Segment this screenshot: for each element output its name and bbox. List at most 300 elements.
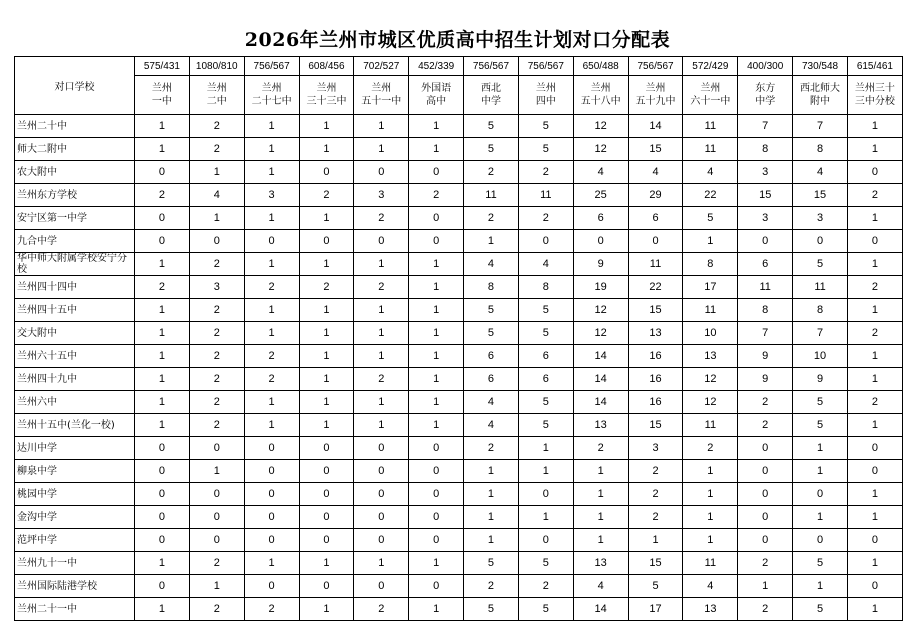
quota-cell: 0 bbox=[299, 529, 354, 552]
quota-cell: 1 bbox=[354, 299, 409, 322]
quota-cell: 0 bbox=[409, 161, 464, 184]
quota-cell: 2 bbox=[573, 437, 628, 460]
quota-cell: 1 bbox=[299, 368, 354, 391]
quota-cell: 2 bbox=[464, 207, 519, 230]
quota-cell: 17 bbox=[628, 598, 683, 621]
quota-cell: 2 bbox=[847, 322, 902, 345]
row-school-name: 师大二附中 bbox=[15, 138, 135, 161]
quota-cell: 11 bbox=[683, 138, 738, 161]
quota-cell: 2 bbox=[244, 276, 299, 299]
quota-cell: 2 bbox=[244, 345, 299, 368]
score-header-row bbox=[15, 57, 903, 76]
quota-cell: 1 bbox=[409, 391, 464, 414]
quota-cell: 1 bbox=[189, 575, 244, 598]
quota-cell: 15 bbox=[738, 184, 793, 207]
quota-cell: 0 bbox=[135, 529, 190, 552]
quota-cell: 1 bbox=[847, 253, 902, 276]
quota-cell: 9 bbox=[573, 253, 628, 276]
table-row bbox=[15, 391, 903, 414]
row-school-name: 兰州九十一中 bbox=[15, 552, 135, 575]
column-school-header: 兰州 五十九中 bbox=[628, 76, 683, 115]
quota-cell: 3 bbox=[793, 207, 848, 230]
quota-cell: 2 bbox=[518, 161, 573, 184]
quota-cell: 0 bbox=[847, 460, 902, 483]
quota-cell: 14 bbox=[573, 391, 628, 414]
quota-cell: 1 bbox=[354, 253, 409, 276]
column-school-header: 兰州 二十七中 bbox=[244, 76, 299, 115]
quota-cell: 12 bbox=[683, 368, 738, 391]
quota-cell: 1 bbox=[244, 138, 299, 161]
quota-cell: 1 bbox=[464, 230, 519, 253]
table-row bbox=[15, 345, 903, 368]
table-row bbox=[15, 575, 903, 598]
quota-cell: 2 bbox=[189, 345, 244, 368]
column-school-header: 兰州 五十一中 bbox=[354, 76, 409, 115]
quota-cell: 0 bbox=[847, 575, 902, 598]
quota-cell: 5 bbox=[518, 322, 573, 345]
quota-cell: 1 bbox=[573, 483, 628, 506]
quota-cell: 2 bbox=[847, 184, 902, 207]
column-score-header: 452/339 bbox=[409, 57, 464, 76]
quota-cell: 4 bbox=[464, 253, 519, 276]
table-row bbox=[15, 460, 903, 483]
quota-cell: 1 bbox=[793, 460, 848, 483]
quota-cell: 1 bbox=[464, 529, 519, 552]
quota-cell: 1 bbox=[683, 460, 738, 483]
quota-cell: 1 bbox=[409, 322, 464, 345]
quota-cell: 1 bbox=[189, 460, 244, 483]
row-school-name: 兰州四十五中 bbox=[15, 299, 135, 322]
quota-cell: 15 bbox=[793, 184, 848, 207]
quota-cell: 1 bbox=[464, 483, 519, 506]
quota-cell: 0 bbox=[847, 529, 902, 552]
quota-cell: 0 bbox=[354, 161, 409, 184]
row-school-name: 兰州二十中 bbox=[15, 115, 135, 138]
quota-cell: 4 bbox=[628, 161, 683, 184]
table-row bbox=[15, 184, 903, 207]
quota-cell: 0 bbox=[189, 230, 244, 253]
quota-cell: 0 bbox=[409, 207, 464, 230]
quota-cell: 2 bbox=[189, 253, 244, 276]
quota-cell: 2 bbox=[354, 368, 409, 391]
quota-cell: 22 bbox=[683, 184, 738, 207]
quota-cell: 1 bbox=[683, 529, 738, 552]
quota-cell: 1 bbox=[409, 115, 464, 138]
quota-cell: 5 bbox=[518, 391, 573, 414]
quota-cell: 2 bbox=[189, 552, 244, 575]
column-score-header: 615/461 bbox=[847, 57, 902, 76]
quota-cell: 2 bbox=[189, 368, 244, 391]
quota-cell: 16 bbox=[628, 391, 683, 414]
quota-cell: 3 bbox=[189, 276, 244, 299]
quota-cell: 0 bbox=[409, 230, 464, 253]
quota-cell: 11 bbox=[628, 253, 683, 276]
quota-cell: 2 bbox=[464, 575, 519, 598]
quota-cell: 2 bbox=[299, 184, 354, 207]
quota-cell: 2 bbox=[738, 391, 793, 414]
quota-cell: 0 bbox=[189, 483, 244, 506]
quota-cell: 11 bbox=[518, 184, 573, 207]
row-school-name: 兰州六中 bbox=[15, 391, 135, 414]
quota-cell: 5 bbox=[464, 115, 519, 138]
column-school-header: 西北 中学 bbox=[464, 76, 519, 115]
quota-cell: 1 bbox=[738, 575, 793, 598]
quota-cell: 2 bbox=[189, 414, 244, 437]
quota-cell: 11 bbox=[683, 552, 738, 575]
quota-cell: 8 bbox=[683, 253, 738, 276]
quota-cell: 11 bbox=[738, 276, 793, 299]
row-school-name: 兰州六十五中 bbox=[15, 345, 135, 368]
quota-cell: 1 bbox=[244, 299, 299, 322]
quota-cell: 1 bbox=[244, 253, 299, 276]
quota-cell: 11 bbox=[464, 184, 519, 207]
quota-cell: 1 bbox=[409, 598, 464, 621]
quota-cell: 0 bbox=[135, 506, 190, 529]
quota-cell: 1 bbox=[793, 437, 848, 460]
quota-cell: 0 bbox=[244, 437, 299, 460]
quota-cell: 4 bbox=[518, 253, 573, 276]
row-school-name: 兰州十五中(兰化一校) bbox=[15, 414, 135, 437]
quota-cell: 0 bbox=[409, 460, 464, 483]
quota-cell: 1 bbox=[244, 161, 299, 184]
table-row bbox=[15, 299, 903, 322]
quota-cell: 1 bbox=[299, 598, 354, 621]
quota-cell: 4 bbox=[573, 575, 628, 598]
school-name-header-row bbox=[15, 76, 903, 115]
quota-cell: 0 bbox=[738, 529, 793, 552]
row-school-name: 安宁区第一中学 bbox=[15, 207, 135, 230]
quota-cell: 1 bbox=[244, 414, 299, 437]
quota-cell: 1 bbox=[135, 299, 190, 322]
quota-cell: 0 bbox=[793, 529, 848, 552]
quota-cell: 12 bbox=[573, 138, 628, 161]
table-row bbox=[15, 598, 903, 621]
table-row bbox=[15, 483, 903, 506]
quota-cell: 5 bbox=[518, 138, 573, 161]
quota-cell: 0 bbox=[244, 506, 299, 529]
quota-cell: 15 bbox=[628, 138, 683, 161]
column-score-header: 702/527 bbox=[354, 57, 409, 76]
quota-cell: 0 bbox=[573, 230, 628, 253]
column-school-header: 兰州 二中 bbox=[189, 76, 244, 115]
quota-cell: 5 bbox=[518, 299, 573, 322]
row-school-name: 兰州二十一中 bbox=[15, 598, 135, 621]
quota-cell: 1 bbox=[299, 115, 354, 138]
row-school-name: 兰州四十九中 bbox=[15, 368, 135, 391]
quota-cell: 0 bbox=[135, 575, 190, 598]
quota-cell: 2 bbox=[354, 598, 409, 621]
quota-cell: 25 bbox=[573, 184, 628, 207]
table-row bbox=[15, 276, 903, 299]
quota-cell: 1 bbox=[573, 506, 628, 529]
quota-cell: 2 bbox=[409, 184, 464, 207]
quota-cell: 3 bbox=[738, 161, 793, 184]
quota-cell: 1 bbox=[847, 483, 902, 506]
quota-cell: 1 bbox=[847, 207, 902, 230]
quota-cell: 5 bbox=[518, 115, 573, 138]
quota-cell: 5 bbox=[793, 391, 848, 414]
column-school-header: 兰州 三十三中 bbox=[299, 76, 354, 115]
quota-cell: 1 bbox=[299, 138, 354, 161]
quota-cell: 2 bbox=[189, 598, 244, 621]
row-school-name: 范坪中学 bbox=[15, 529, 135, 552]
column-score-header: 400/300 bbox=[738, 57, 793, 76]
quota-cell: 1 bbox=[354, 345, 409, 368]
quota-cell: 2 bbox=[189, 115, 244, 138]
quota-cell: 1 bbox=[135, 414, 190, 437]
quota-cell: 0 bbox=[299, 483, 354, 506]
quota-cell: 1 bbox=[847, 345, 902, 368]
quota-cell: 7 bbox=[793, 115, 848, 138]
quota-cell: 11 bbox=[793, 276, 848, 299]
quota-cell: 0 bbox=[847, 230, 902, 253]
quota-cell: 2 bbox=[244, 598, 299, 621]
row-school-name: 达川中学 bbox=[15, 437, 135, 460]
quota-cell: 0 bbox=[738, 437, 793, 460]
quota-cell: 2 bbox=[354, 207, 409, 230]
quota-cell: 0 bbox=[354, 575, 409, 598]
quota-cell: 1 bbox=[518, 506, 573, 529]
quota-cell: 7 bbox=[738, 115, 793, 138]
quota-cell: 6 bbox=[518, 345, 573, 368]
quota-cell: 2 bbox=[189, 138, 244, 161]
quota-cell: 1 bbox=[244, 391, 299, 414]
table-row bbox=[15, 414, 903, 437]
quota-cell: 1 bbox=[244, 322, 299, 345]
quota-cell: 1 bbox=[409, 345, 464, 368]
quota-cell: 14 bbox=[573, 368, 628, 391]
quota-cell: 0 bbox=[847, 437, 902, 460]
quota-cell: 1 bbox=[189, 207, 244, 230]
column-school-header: 兰州 一中 bbox=[135, 76, 190, 115]
quota-cell: 13 bbox=[573, 552, 628, 575]
quota-cell: 1 bbox=[354, 391, 409, 414]
quota-cell: 5 bbox=[464, 299, 519, 322]
quota-cell: 16 bbox=[628, 345, 683, 368]
quota-cell: 0 bbox=[409, 483, 464, 506]
quota-cell: 13 bbox=[628, 322, 683, 345]
quota-cell: 0 bbox=[628, 230, 683, 253]
quota-cell: 11 bbox=[683, 115, 738, 138]
quota-cell: 1 bbox=[135, 253, 190, 276]
quota-cell: 0 bbox=[135, 161, 190, 184]
quota-cell: 8 bbox=[518, 276, 573, 299]
quota-cell: 1 bbox=[135, 368, 190, 391]
column-score-header: 730/548 bbox=[793, 57, 848, 76]
quota-cell: 0 bbox=[244, 460, 299, 483]
quota-cell: 2 bbox=[738, 598, 793, 621]
quota-cell: 5 bbox=[518, 414, 573, 437]
quota-cell: 1 bbox=[135, 322, 190, 345]
quota-cell: 4 bbox=[189, 184, 244, 207]
quota-cell: 1 bbox=[464, 506, 519, 529]
quota-cell: 5 bbox=[793, 552, 848, 575]
quota-cell: 5 bbox=[683, 207, 738, 230]
quota-cell: 4 bbox=[683, 161, 738, 184]
quota-cell: 0 bbox=[354, 460, 409, 483]
quota-cell: 1 bbox=[354, 138, 409, 161]
column-school-header: 兰州 五十八中 bbox=[573, 76, 628, 115]
column-score-header: 756/567 bbox=[628, 57, 683, 76]
quota-cell: 3 bbox=[244, 184, 299, 207]
column-score-header: 575/431 bbox=[135, 57, 190, 76]
quota-cell: 0 bbox=[793, 230, 848, 253]
quota-cell: 0 bbox=[299, 161, 354, 184]
quota-cell: 1 bbox=[573, 529, 628, 552]
row-school-name: 交大附中 bbox=[15, 322, 135, 345]
quota-cell: 15 bbox=[628, 552, 683, 575]
quota-cell: 0 bbox=[354, 483, 409, 506]
column-score-header: 572/429 bbox=[683, 57, 738, 76]
quota-cell: 2 bbox=[135, 276, 190, 299]
quota-cell: 2 bbox=[628, 506, 683, 529]
quota-cell: 2 bbox=[464, 437, 519, 460]
table-row bbox=[15, 161, 903, 184]
column-school-header: 西北师大 附中 bbox=[793, 76, 848, 115]
quota-cell: 0 bbox=[409, 575, 464, 598]
page-title: 2026年兰州市城区优质高中招生计划对口分配表 bbox=[244, 29, 671, 51]
quota-cell: 0 bbox=[518, 529, 573, 552]
quota-cell: 2 bbox=[518, 207, 573, 230]
quota-cell: 0 bbox=[135, 483, 190, 506]
quota-cell: 4 bbox=[573, 161, 628, 184]
allocation-table bbox=[14, 56, 903, 621]
quota-cell: 1 bbox=[628, 529, 683, 552]
quota-cell: 1 bbox=[135, 115, 190, 138]
quota-cell: 10 bbox=[793, 345, 848, 368]
quota-cell: 2 bbox=[738, 414, 793, 437]
quota-cell: 1 bbox=[354, 322, 409, 345]
column-score-header: 756/567 bbox=[464, 57, 519, 76]
quota-cell: 5 bbox=[464, 322, 519, 345]
table-row bbox=[15, 138, 903, 161]
table-body bbox=[15, 115, 903, 621]
quota-cell: 1 bbox=[244, 207, 299, 230]
quota-cell: 29 bbox=[628, 184, 683, 207]
quota-cell: 2 bbox=[847, 276, 902, 299]
quota-cell: 0 bbox=[135, 437, 190, 460]
quota-cell: 13 bbox=[683, 598, 738, 621]
column-school-header: 外国语 高中 bbox=[409, 76, 464, 115]
quota-cell: 2 bbox=[189, 322, 244, 345]
quota-cell: 1 bbox=[299, 345, 354, 368]
quota-cell: 4 bbox=[683, 575, 738, 598]
quota-cell: 11 bbox=[683, 299, 738, 322]
quota-cell: 1 bbox=[409, 138, 464, 161]
column-school-header: 东方 中学 bbox=[738, 76, 793, 115]
quota-cell: 0 bbox=[518, 483, 573, 506]
quota-cell: 1 bbox=[409, 414, 464, 437]
quota-cell: 8 bbox=[464, 276, 519, 299]
quota-cell: 5 bbox=[464, 598, 519, 621]
quota-cell: 1 bbox=[409, 276, 464, 299]
quota-cell: 5 bbox=[518, 598, 573, 621]
quota-cell: 1 bbox=[299, 253, 354, 276]
quota-cell: 1 bbox=[299, 322, 354, 345]
quota-cell: 1 bbox=[354, 115, 409, 138]
table-row bbox=[15, 552, 903, 575]
quota-cell: 2 bbox=[518, 575, 573, 598]
quota-cell: 0 bbox=[244, 483, 299, 506]
column-school-header: 兰州 六十一中 bbox=[683, 76, 738, 115]
row-school-name: 柳泉中学 bbox=[15, 460, 135, 483]
quota-cell: 1 bbox=[244, 552, 299, 575]
quota-cell: 0 bbox=[244, 230, 299, 253]
quota-cell: 1 bbox=[299, 299, 354, 322]
quota-cell: 0 bbox=[409, 437, 464, 460]
quota-cell: 3 bbox=[738, 207, 793, 230]
quota-cell: 0 bbox=[738, 460, 793, 483]
quota-cell: 14 bbox=[573, 345, 628, 368]
quota-cell: 3 bbox=[354, 184, 409, 207]
row-school-name: 兰州四十四中 bbox=[15, 276, 135, 299]
quota-cell: 1 bbox=[409, 552, 464, 575]
quota-cell: 0 bbox=[135, 460, 190, 483]
quota-cell: 0 bbox=[135, 207, 190, 230]
quota-cell: 1 bbox=[847, 506, 902, 529]
quota-cell: 0 bbox=[738, 230, 793, 253]
row-school-name: 兰州国际陆港学校 bbox=[15, 575, 135, 598]
quota-cell: 1 bbox=[189, 161, 244, 184]
quota-cell: 6 bbox=[464, 345, 519, 368]
quota-cell: 1 bbox=[409, 299, 464, 322]
quota-cell: 9 bbox=[793, 368, 848, 391]
quota-cell: 2 bbox=[354, 276, 409, 299]
quota-cell: 9 bbox=[738, 368, 793, 391]
quota-cell: 2 bbox=[628, 483, 683, 506]
quota-cell: 17 bbox=[683, 276, 738, 299]
quota-cell: 10 bbox=[683, 322, 738, 345]
quota-cell: 0 bbox=[299, 437, 354, 460]
quota-cell: 0 bbox=[299, 506, 354, 529]
quota-cell: 0 bbox=[135, 230, 190, 253]
column-score-header: 608/456 bbox=[299, 57, 354, 76]
quota-cell: 1 bbox=[683, 506, 738, 529]
column-score-header: 650/488 bbox=[573, 57, 628, 76]
quota-cell: 1 bbox=[135, 138, 190, 161]
quota-cell: 0 bbox=[738, 483, 793, 506]
quota-cell: 15 bbox=[628, 414, 683, 437]
quota-cell: 8 bbox=[738, 138, 793, 161]
quota-cell: 2 bbox=[299, 276, 354, 299]
quota-cell: 14 bbox=[573, 598, 628, 621]
quota-cell: 1 bbox=[409, 368, 464, 391]
quota-cell: 1 bbox=[847, 138, 902, 161]
quota-cell: 13 bbox=[683, 345, 738, 368]
quota-cell: 0 bbox=[299, 575, 354, 598]
table-row bbox=[15, 529, 903, 552]
quota-cell: 4 bbox=[464, 414, 519, 437]
quota-cell: 6 bbox=[628, 207, 683, 230]
column-school-header: 兰州 四中 bbox=[518, 76, 573, 115]
quota-cell: 6 bbox=[738, 253, 793, 276]
quota-cell: 6 bbox=[464, 368, 519, 391]
quota-cell: 19 bbox=[573, 276, 628, 299]
quota-cell: 5 bbox=[464, 552, 519, 575]
quota-cell: 2 bbox=[464, 161, 519, 184]
quota-cell: 1 bbox=[299, 552, 354, 575]
column-score-header: 756/567 bbox=[518, 57, 573, 76]
quota-cell: 12 bbox=[683, 391, 738, 414]
row-school-name: 兰州东方学校 bbox=[15, 184, 135, 207]
quota-cell: 13 bbox=[573, 414, 628, 437]
quota-cell: 0 bbox=[518, 230, 573, 253]
row-school-name: 九合中学 bbox=[15, 230, 135, 253]
quota-cell: 0 bbox=[189, 437, 244, 460]
quota-cell: 0 bbox=[738, 506, 793, 529]
quota-cell: 5 bbox=[793, 253, 848, 276]
quota-cell: 7 bbox=[738, 322, 793, 345]
